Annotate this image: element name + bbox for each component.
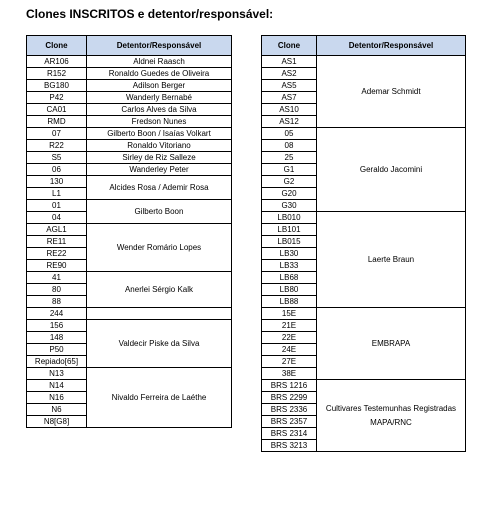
clones-table-right <box>261 35 466 452</box>
owner-cell: Ronaldo Vitoriano <box>87 140 232 152</box>
table-row <box>27 176 232 188</box>
clone-cell: BRS 2336 <box>262 404 317 416</box>
clone-cell: 07 <box>27 128 87 140</box>
clone-cell: P42 <box>27 92 87 104</box>
clone-cell: LB101 <box>262 224 317 236</box>
clone-cell: G2 <box>262 176 317 188</box>
clone-cell: BRS 2299 <box>262 392 317 404</box>
clone-cell: 25 <box>262 152 317 164</box>
clone-cell: 06 <box>27 164 87 176</box>
clone-cell: Repiado[65] <box>27 356 87 368</box>
clone-cell: 21E <box>262 320 317 332</box>
owner-cell: EMBRAPA <box>317 308 466 380</box>
clone-cell: LB68 <box>262 272 317 284</box>
clone-cell: RE22 <box>27 248 87 260</box>
clone-cell: AGL1 <box>27 224 87 236</box>
clone-cell: RMD <box>27 116 87 128</box>
clone-cell: N14 <box>27 380 87 392</box>
clone-cell: AS5 <box>262 80 317 92</box>
clone-cell: 130 <box>27 176 87 188</box>
owner-cell: Gilberto Boon / Isaías Volkart <box>87 128 232 140</box>
clone-cell: AS10 <box>262 104 317 116</box>
clone-cell: 88 <box>27 296 87 308</box>
clone-cell: 80 <box>27 284 87 296</box>
clone-cell: 01 <box>27 200 87 212</box>
table-row <box>262 308 466 320</box>
clone-cell: 04 <box>27 212 87 224</box>
column-header-detentor: Detentor/Responsável <box>87 36 232 56</box>
clone-cell: LB30 <box>262 248 317 260</box>
clone-cell: N6 <box>27 404 87 416</box>
owner-cell: Wanderley Peter <box>87 164 232 176</box>
clone-cell: P50 <box>27 344 87 356</box>
table-row <box>27 308 232 320</box>
clone-cell: L1 <box>27 188 87 200</box>
clone-cell: N13 <box>27 368 87 380</box>
clone-cell: N8[G8] <box>27 416 87 428</box>
clone-cell: LB88 <box>262 296 317 308</box>
table-header-row <box>262 36 466 56</box>
table-row <box>262 128 466 140</box>
clone-cell: 22E <box>262 332 317 344</box>
clone-cell: 08 <box>262 140 317 152</box>
column-header-clone: Clone <box>27 36 87 56</box>
clone-cell: 41 <box>27 272 87 284</box>
owner-cell <box>87 308 232 320</box>
clone-cell: CA01 <box>27 104 87 116</box>
owner-cell: Wanderly Bernabé <box>87 92 232 104</box>
clone-cell: AS2 <box>262 68 317 80</box>
clone-cell: 156 <box>27 320 87 332</box>
clone-cell: 27E <box>262 356 317 368</box>
table-row <box>27 272 232 284</box>
clone-cell: N16 <box>27 392 87 404</box>
clone-cell: 148 <box>27 332 87 344</box>
clone-cell: R152 <box>27 68 87 80</box>
clone-cell: RE11 <box>27 236 87 248</box>
owner-cell: Carlos Alves da Silva <box>87 104 232 116</box>
owner-cell: Geraldo Jacomini <box>317 128 466 212</box>
clone-cell: LB33 <box>262 260 317 272</box>
clone-cell: 244 <box>27 308 87 320</box>
table-row <box>262 212 466 224</box>
table-row <box>27 140 232 152</box>
clone-cell: G20 <box>262 188 317 200</box>
table-row <box>27 68 232 80</box>
table-header-row <box>27 36 232 56</box>
clone-cell: LB015 <box>262 236 317 248</box>
owner-cell: Adilson Berger <box>87 80 232 92</box>
table-row <box>262 56 466 68</box>
owner-cell: Fredson Nunes <box>87 116 232 128</box>
clone-cell: G30 <box>262 200 317 212</box>
clone-cell: R22 <box>27 140 87 152</box>
owner-cell: Valdecir Piske da Silva <box>87 320 232 368</box>
table-row <box>27 152 232 164</box>
owner-cell: Ademar Schmidt <box>317 56 466 128</box>
clone-cell: BRS 2314 <box>262 428 317 440</box>
column-header-detentor: Detentor/Responsável <box>317 36 466 56</box>
table-row <box>27 368 232 380</box>
table-row <box>27 92 232 104</box>
clone-cell: BG180 <box>27 80 87 92</box>
clones-table-left <box>26 35 232 428</box>
column-header-clone: Clone <box>262 36 317 56</box>
clone-cell: RE90 <box>27 260 87 272</box>
clone-cell: 24E <box>262 344 317 356</box>
clone-cell: BRS 1216 <box>262 380 317 392</box>
owner-cell: Ronaldo Guedes de Oliveira <box>87 68 232 80</box>
clone-cell: LB010 <box>262 212 317 224</box>
clone-cell: AS12 <box>262 116 317 128</box>
owner-cell: Gilberto Boon <box>87 200 232 224</box>
table-row <box>27 104 232 116</box>
clone-cell: AR106 <box>27 56 87 68</box>
clone-cell: 15E <box>262 308 317 320</box>
clone-cell: S5 <box>27 152 87 164</box>
clone-cell: AS1 <box>262 56 317 68</box>
owner-cell: Sirley de Riz Salleze <box>87 152 232 164</box>
clone-cell: G1 <box>262 164 317 176</box>
owner-cell: Aldnei Raasch <box>87 56 232 68</box>
owner-cell: Wender Romário Lopes <box>87 224 232 272</box>
table-row <box>262 380 466 392</box>
clone-cell: AS7 <box>262 92 317 104</box>
table-row <box>27 200 232 212</box>
table-row <box>27 80 232 92</box>
owner-cell: Anerlei Sérgio Kalk <box>87 272 232 308</box>
clone-cell: LB80 <box>262 284 317 296</box>
owner-cell: Cultivares Testemunhas Registradas MAPA/RNC <box>317 380 466 452</box>
owner-cell: Nivaldo Ferreira de Laéthe <box>87 368 232 428</box>
owner-cell: Laerte Braun <box>317 212 466 308</box>
table-row <box>27 164 232 176</box>
table-row <box>27 128 232 140</box>
clone-cell: 05 <box>262 128 317 140</box>
clone-cell: 38E <box>262 368 317 380</box>
page-title: Clones INSCRITOS e detentor/responsável: <box>26 7 274 21</box>
clone-cell: BRS 2357 <box>262 416 317 428</box>
table-row <box>27 116 232 128</box>
owner-cell: Alcides Rosa / Ademir Rosa <box>87 176 232 200</box>
table-row <box>27 56 232 68</box>
table-row <box>27 320 232 332</box>
table-row <box>27 224 232 236</box>
clone-cell: BRS 3213 <box>262 440 317 452</box>
